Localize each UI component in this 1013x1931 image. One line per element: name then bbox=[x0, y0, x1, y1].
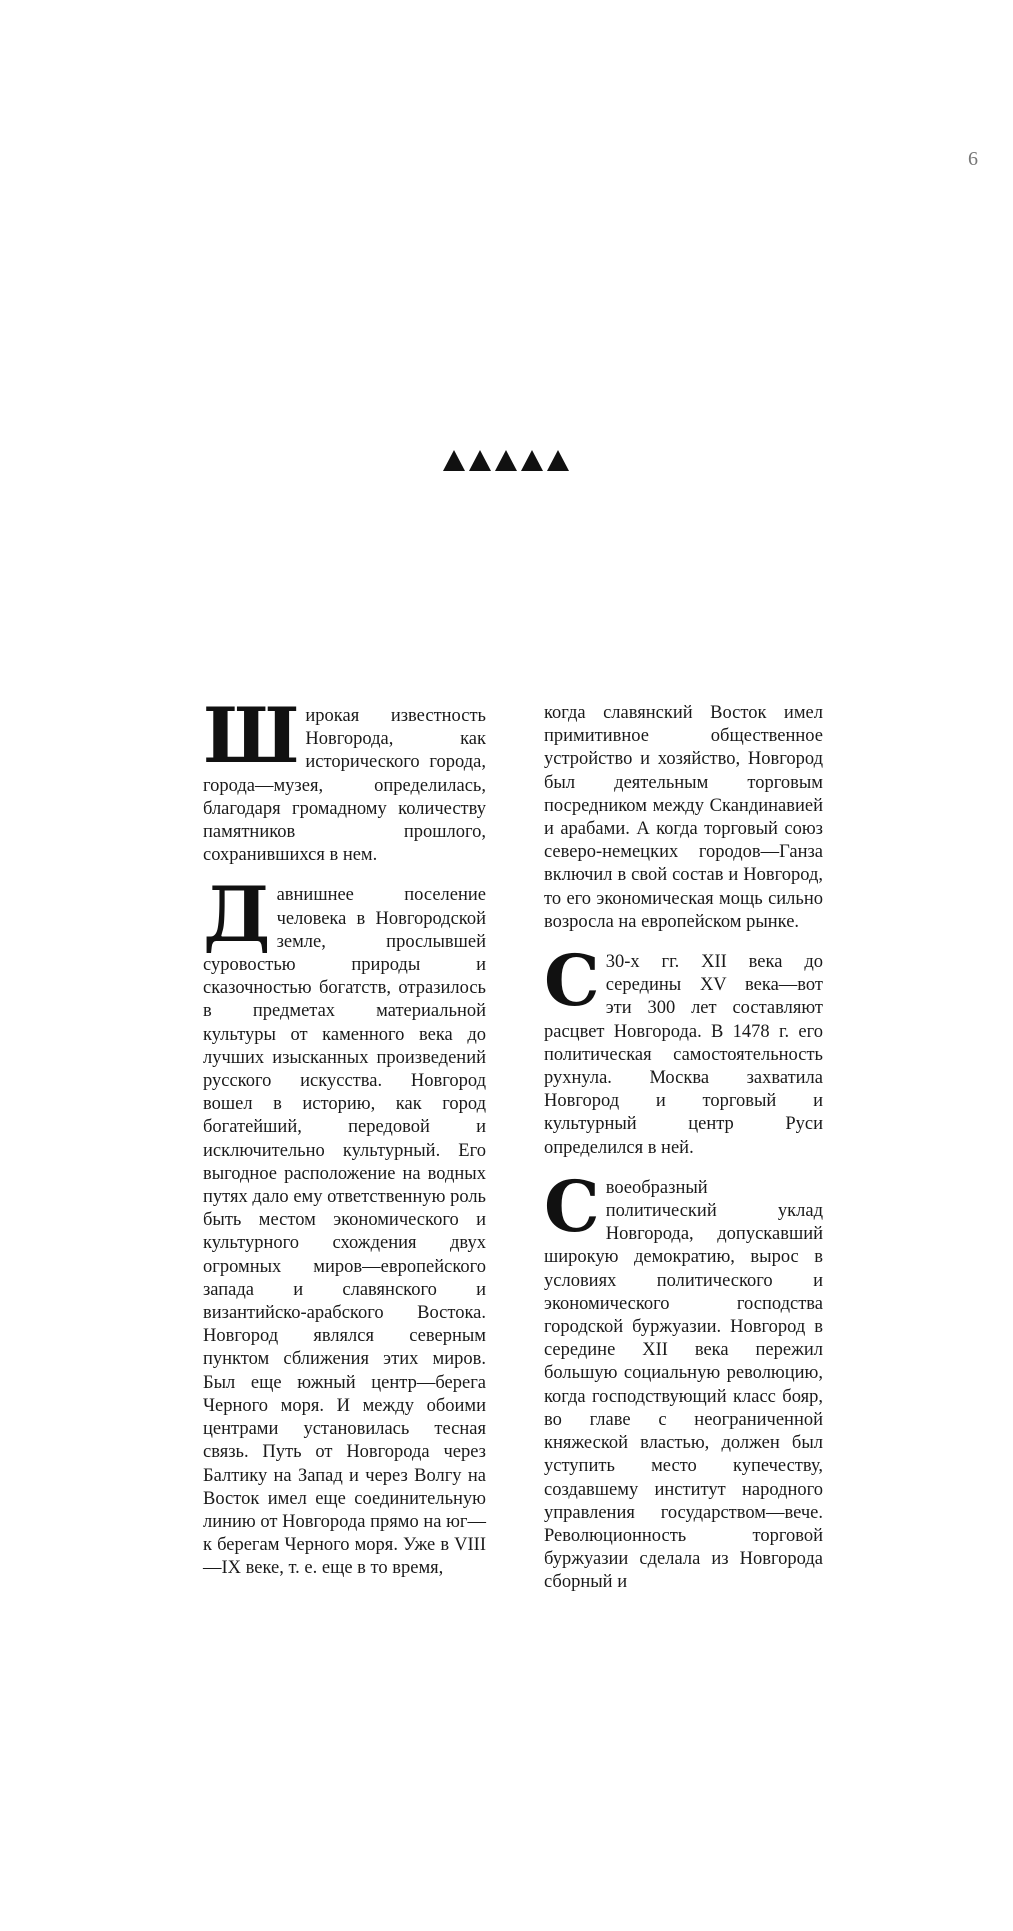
ornament bbox=[442, 448, 570, 472]
drop-cap: Д bbox=[203, 870, 271, 960]
paragraph bbox=[544, 939, 823, 1160]
paragraph bbox=[544, 702, 823, 934]
paragraph bbox=[203, 870, 486, 1580]
paragraph-text: воеобразный политический уклад Новгорода, допускавший широкую демократию, вырос в условиях политического и экономического господства городской буржуазии. Новгород в середине XII века пережил большую социальную революцию, когда господствующий класс бояр, во главе с неограниченной княжеской властью, должен был уступить место купечеству, создавшему институт народного управления государством—вече. Революционность торговой буржуазии сделала из Новгорода сборный и bbox=[544, 1177, 823, 1593]
paragraph-text: ирокая известность Новгорода, как исторического города, города—музея, определилась, благодаря громадному количеству памятников прошлого, сохранившихся в нем. bbox=[203, 706, 486, 866]
left-column bbox=[203, 691, 486, 1598]
right-column bbox=[544, 702, 823, 1612]
paragraph bbox=[203, 691, 486, 867]
paragraph-text: авнишнее поселение человека в Новгородской земле, прослывшей суровостью природы и сказочностью богатств, отразилось в предметах материальной культуры от каменного века до лучших изысканных произведений русского искусства. Новгород вошел в историю, как город богатейший, передовой и исключительно культурный. Его выгодное расположение на водных путях дало ему ответственную роль быть местом экономического и культурного схождения двух огромных миров—европейского запада и славянского и византийско-арабского Востока. Новгород являлся северным пунктом сближения этих миров. Был еще южный центр—берега Черного моря. И между обоими центрами установилась тесная связь. Путь от Новгорода через Балтику на Запад и через Волгу на Восток имел еще соединительную линию от Новгорода прямо на юг—к берегам Черного моря. Уже в VIII—IX веке, т. е. еще в то время, bbox=[203, 885, 486, 1579]
triangle-ornament-icon bbox=[468, 448, 492, 472]
triangle-ornament-icon bbox=[442, 448, 466, 472]
drop-cap: С bbox=[544, 939, 600, 1023]
paragraph bbox=[544, 1164, 823, 1595]
triangle-ornament-icon bbox=[546, 448, 570, 472]
triangle-ornament-icon bbox=[520, 448, 544, 472]
triangle-ornament-icon bbox=[494, 448, 518, 472]
drop-cap: Ш bbox=[203, 691, 300, 780]
drop-cap: С bbox=[544, 1164, 600, 1248]
page-number: 6 bbox=[968, 148, 978, 170]
paragraph-text: когда славянский Восток имел примитивное общественное устройство и хозяйство, Новгород был деятельным торговым посредником между Скандинавией и арабами. А когда торговый союз северо-немецких городов—Ганза включил в свой состав и Новгород, то его экономическая мощь сильно возросла на европейском рынке. bbox=[544, 703, 823, 932]
paragraph-text: 30-х гг. XII века до середины XV века—вот эти 300 лет составляют расцвет Новгорода. В 1478 г. его политическая самостоятельность рухнула. Москва захватила Новгород и торговый и культурный центр Руси определился в ней. bbox=[544, 952, 823, 1158]
